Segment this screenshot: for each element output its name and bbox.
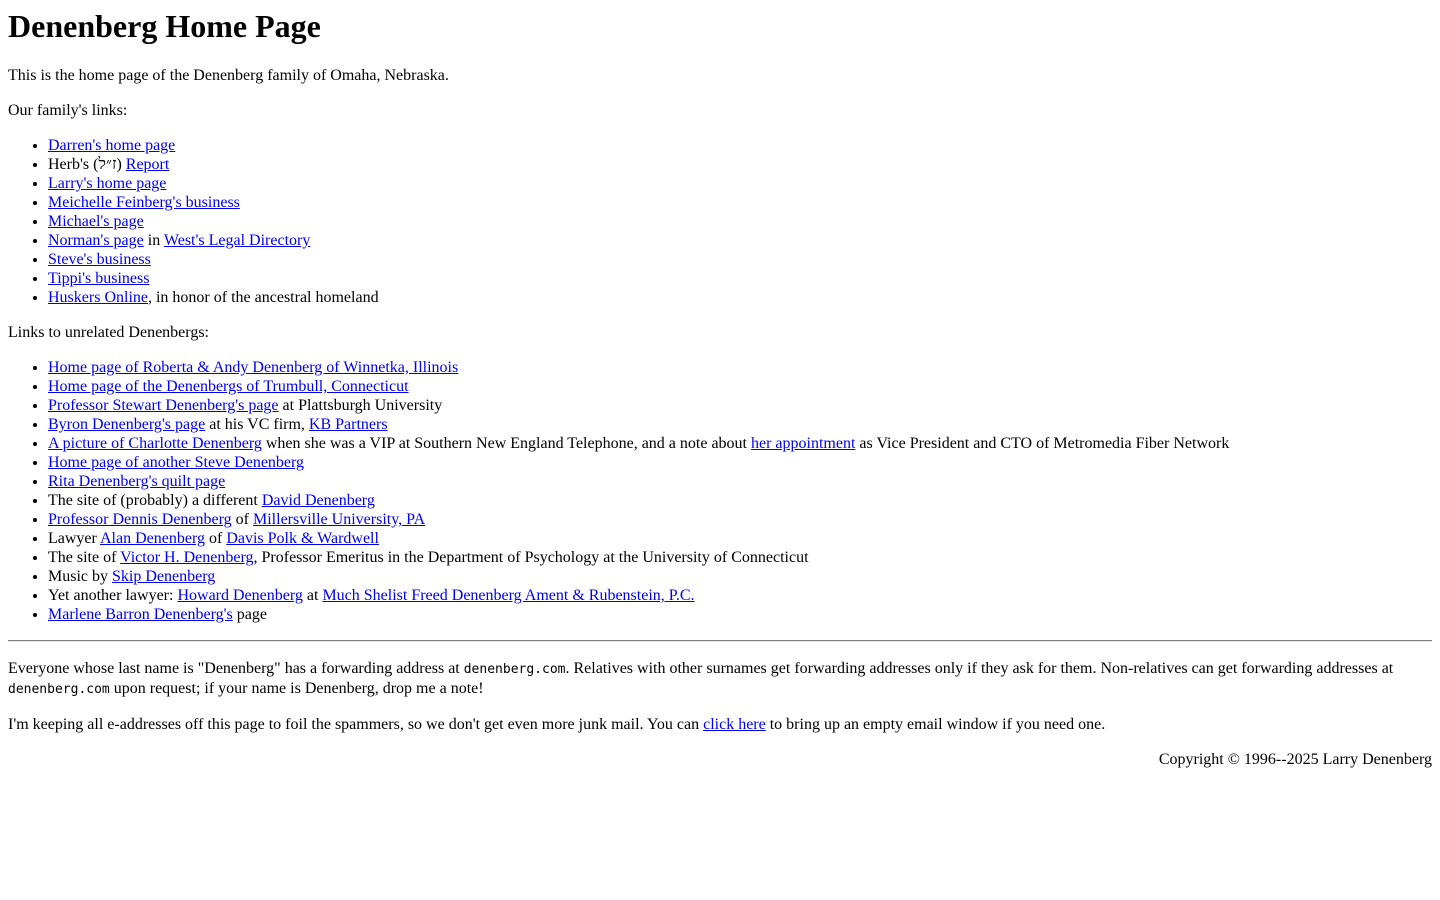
list-item: [48, 453, 1432, 472]
link-roberta-andy[interactable]: Home page of Roberta & Andy Denenberg of Winnetka, Illinois: [48, 359, 459, 376]
link-victor-denenberg[interactable]: Victor H. Denenberg: [120, 549, 254, 566]
horizontal-rule: [8, 640, 1432, 642]
list-item-text: at his VC firm,: [205, 416, 309, 433]
link-norman-page[interactable]: Norman's page: [48, 232, 144, 249]
list-item-text: Herb's (: [48, 156, 99, 173]
list-item: [48, 212, 1432, 231]
list-item: [48, 472, 1432, 491]
list-item-text: Yet another lawyer:: [48, 587, 178, 604]
list-item: [48, 174, 1432, 193]
link-meichelle-business[interactable]: Meichelle Feinberg's business: [48, 194, 240, 211]
spam-text: to bring up an empty email window if you need one.: [765, 716, 1106, 733]
list-item-text: in: [143, 232, 164, 249]
link-stewart-denenberg[interactable]: Professor Stewart Denenberg's page: [48, 397, 279, 414]
copyright-notice: Copyright © 1996--2025 Larry Denenberg: [1158, 751, 1432, 768]
list-item-text: , Professor Emeritus in the Department of Psychology at the University of Connecticut: [253, 549, 809, 566]
link-byron-denenberg[interactable]: Byron Denenberg's page: [48, 416, 206, 433]
link-marlene-barron[interactable]: Marlene Barron Denenberg's: [48, 606, 233, 623]
list-item-text: when she was a VIP at Southern New England Telephone, and a note about: [261, 435, 751, 452]
link-michael-page[interactable]: Michael's page: [48, 213, 144, 230]
spam-paragraph: [8, 715, 1432, 734]
link-huskers-online[interactable]: Huskers Online: [48, 289, 148, 306]
list-item: [48, 567, 1432, 586]
link-davis-polk[interactable]: Davis Polk & Wardwell: [226, 530, 379, 547]
link-much-shelist[interactable]: Much Shelist Freed Denenberg Ament & Rubenstein, P.C.: [322, 587, 695, 604]
link-millersville[interactable]: Millersville University, PA: [253, 511, 426, 528]
link-denenbergs-trumbull[interactable]: Home page of the Denenbergs of Trumbull, Connecticut: [48, 378, 409, 395]
link-howard-denenberg[interactable]: Howard Denenberg: [177, 587, 303, 604]
list-item: [48, 377, 1432, 396]
link-charlotte-picture[interactable]: A picture of Charlotte Denenberg: [48, 435, 262, 452]
link-click-here-email[interactable]: click here: [703, 716, 766, 733]
link-tippi-business[interactable]: Tippi's business: [48, 270, 150, 287]
list-item: [48, 491, 1432, 510]
forwarding-text: upon request; if your name is Denenberg, drop me a note!: [109, 680, 484, 697]
intro-text: This is the home page of the Denenberg family of Omaha, Nebraska.: [8, 67, 449, 84]
list-item: [48, 250, 1432, 269]
forwarding-paragraph: [8, 659, 1432, 699]
list-item: [48, 358, 1432, 377]
list-item-text: page: [232, 606, 267, 623]
family-links-list: [8, 136, 1432, 307]
list-item: [48, 231, 1432, 250]
link-rita-quilt[interactable]: Rita Denenberg's quilt page: [48, 473, 226, 490]
list-item: [48, 415, 1432, 434]
list-item-text: at: [302, 587, 323, 604]
list-item: [48, 586, 1432, 605]
hebrew-text: ז״ל: [98, 156, 117, 173]
list-item-text: of: [231, 511, 253, 528]
list-item-text: of: [204, 530, 227, 547]
link-another-steve[interactable]: Home page of another Steve Denenberg: [48, 454, 305, 471]
link-herb-report[interactable]: Report: [125, 156, 170, 173]
domain-code: denenberg.com: [8, 682, 110, 697]
list-item-text: ): [116, 156, 126, 173]
forwarding-text: . Relatives with other surnames get forwarding addresses only if they ask for them. Non-relatives can get forwarding addresses at: [565, 660, 1394, 677]
link-darren-home-page[interactable]: Darren's home page: [48, 137, 176, 154]
list-item-text: at Plattsburgh University: [278, 397, 443, 414]
list-item-text: , in honor of the ancestral homeland: [147, 289, 379, 306]
list-item: [48, 288, 1432, 307]
domain-code: denenberg.com: [463, 662, 566, 677]
link-her-appointment[interactable]: her appointment: [751, 435, 856, 452]
link-west-legal-directory[interactable]: West's Legal Directory: [163, 232, 311, 249]
unrelated-links-heading: Links to unrelated Denenbergs:: [8, 324, 209, 341]
link-kb-partners[interactable]: KB Partners: [308, 416, 388, 433]
link-david-denenberg[interactable]: David Denenberg: [261, 492, 375, 509]
link-larry-home-page[interactable]: Larry's home page: [48, 175, 167, 192]
family-links-heading: Our family's links:: [8, 102, 128, 119]
forwarding-text: Everyone whose last name is "Denenberg" has a forwarding address at: [8, 660, 464, 677]
list-item: [48, 396, 1432, 415]
list-item-text: Music by: [48, 568, 112, 585]
list-item: [48, 529, 1432, 548]
list-item: [48, 155, 1432, 174]
list-item: [48, 605, 1432, 624]
spam-text: I'm keeping all e-addresses off this page to foil the spammers, so we don't get even more junk mail. You can: [8, 716, 704, 733]
list-item-text: The site of: [48, 549, 121, 566]
link-steve-business[interactable]: Steve's business: [48, 251, 151, 268]
link-alan-denenberg[interactable]: Alan Denenberg: [99, 530, 205, 547]
page-title: Denenberg Home Page: [8, 8, 321, 44]
link-skip-denenberg[interactable]: Skip Denenberg: [112, 568, 216, 585]
list-item-text: Lawyer: [48, 530, 100, 547]
list-item: [48, 510, 1432, 529]
list-item: [48, 434, 1432, 453]
list-item: [48, 193, 1432, 212]
link-dennis-denenberg[interactable]: Professor Dennis Denenberg: [48, 511, 232, 528]
unrelated-links-list: [8, 358, 1432, 624]
list-item-text: The site of (probably) a different: [48, 492, 262, 509]
list-item: [48, 269, 1432, 288]
list-item-text: as Vice President and CTO of Metromedia Fiber Network: [855, 435, 1230, 452]
list-item: [48, 136, 1432, 155]
list-item: [48, 548, 1432, 567]
